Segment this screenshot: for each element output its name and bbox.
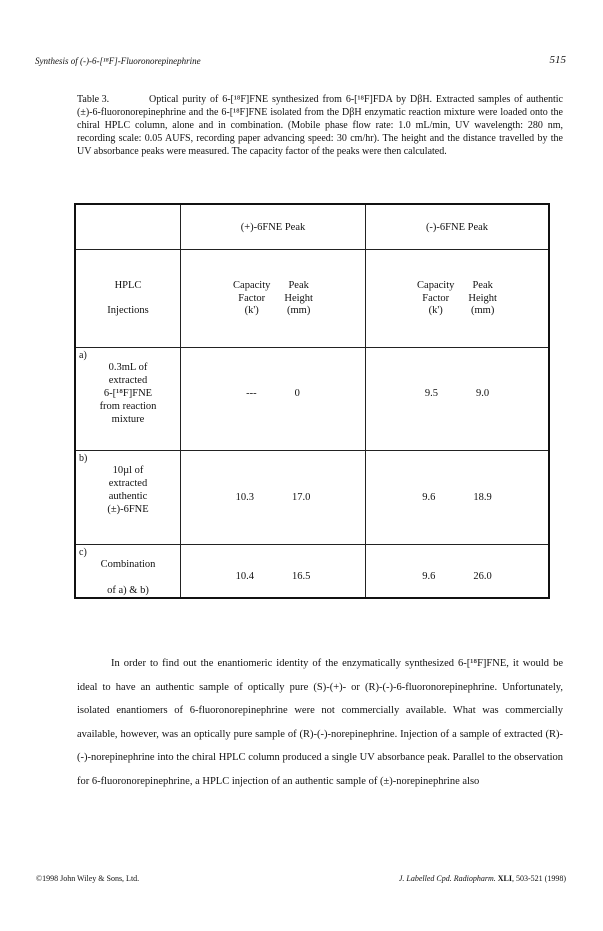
row-label-c: c) Combination of a) & b) <box>75 545 181 599</box>
capacity-factor-header: Capacity Factor (k') <box>417 280 455 316</box>
peak-height-header: Peak Height (mm) <box>468 280 497 316</box>
plus-values-c <box>181 545 366 599</box>
capacity-value: 9.5 <box>424 388 438 399</box>
group-header-minus: (-)-6FNE Peak <box>366 204 550 250</box>
minus-values-a <box>366 348 550 451</box>
minus-values-b <box>366 451 550 545</box>
row-label-a: a) 0.3mL of extracted 6-[¹⁸F]FNE from reaction mixture <box>75 348 181 451</box>
height-value: 0 <box>294 388 300 399</box>
height-value: 17.0 <box>292 492 311 503</box>
capacity-value: 10.4 <box>235 571 254 582</box>
capacity-value: --- <box>246 388 257 399</box>
row-header-hplc: HPLC <box>114 280 142 291</box>
subheader-minus <box>366 250 550 348</box>
table-caption <box>77 93 563 158</box>
capacity-factor-header: Capacity Factor (k') <box>233 280 271 316</box>
copyright-notice: ©1998 John Wiley & Sons, Ltd. <box>36 874 140 883</box>
table-row <box>75 348 549 451</box>
page-number: 515 <box>549 54 566 66</box>
body-paragraph: In order to find out the enantiomeric identity of the enzymatically synthesized 6-[¹⁸F]FNE, it would be ideal to have an authentic sample of optically pure (S)-(+)- or (R)-(-)-6-fluoronorepinephrine. Unfortunately, isolated enantiomers of 6-fluoronorepinephrine were not commercially available. What was commercially available, however, was an optically pure sample of (R)-(-)-norepinephrine. Injection of a sample of extracted (R)-(-)-norepinephrine into the chiral HPLC column produced a single UV absorbance peak. Parallel to the observation for 6-fluoronorepinephrine, a HPLC injection of an authentic sample of (±)-norepinephrine also <box>77 658 563 787</box>
height-value: 18.9 <box>473 492 492 503</box>
results-table <box>74 203 550 599</box>
minus-values-c <box>366 545 550 599</box>
row-label-b: b) 10µl of extracted authentic (±)-6FNE <box>75 451 181 545</box>
height-value: 9.0 <box>476 388 490 399</box>
peak-height-header: Peak Height (mm) <box>284 280 313 316</box>
table-label: Table 3. <box>77 94 110 105</box>
group-header-plus: (+)-6FNE Peak <box>181 204 366 250</box>
table-row <box>75 451 549 545</box>
height-value: 16.5 <box>292 571 311 582</box>
row-header-injections: Injections <box>107 304 149 316</box>
capacity-value: 9.6 <box>422 492 436 503</box>
table-row <box>75 545 549 599</box>
row-header-cell <box>75 250 181 348</box>
journal-citation: J. Labelled Cpd. Radiopharm. XLI, 503-521 (1998) <box>398 874 566 883</box>
plus-values-a <box>181 348 366 451</box>
corner-cell <box>75 204 181 250</box>
subheader-plus <box>181 250 366 348</box>
running-title: Synthesis of (-)-6-[¹⁸F]-Fluoronorepinephrine <box>35 56 201 66</box>
caption-text: Optical purity of 6-[¹⁸F]FNE synthesized from 6-[¹⁸F]FDA by DβH. Extracted samples of authentic (±)-6-fluoronorepinephrine and the 6-[¹⁸F]FNE isolated from the DβH enzymatic reaction mixture were loaded onto the chiral HPLC column, alone and in combination. (Mobile phase flow rate: 1.0 mL/min, UV wavelength: 280 nm, recording scale: 0.05 AUFS, recording paper advancing speed: 30 cm/hr). The height and the distance travelled by the UV absorbance peaks were measured. The capacity factor of the peaks were then calculated. <box>77 94 563 157</box>
capacity-value: 9.6 <box>422 571 436 582</box>
capacity-value: 10.3 <box>235 492 254 503</box>
plus-values-b <box>181 451 366 545</box>
height-value: 26.0 <box>473 571 492 582</box>
